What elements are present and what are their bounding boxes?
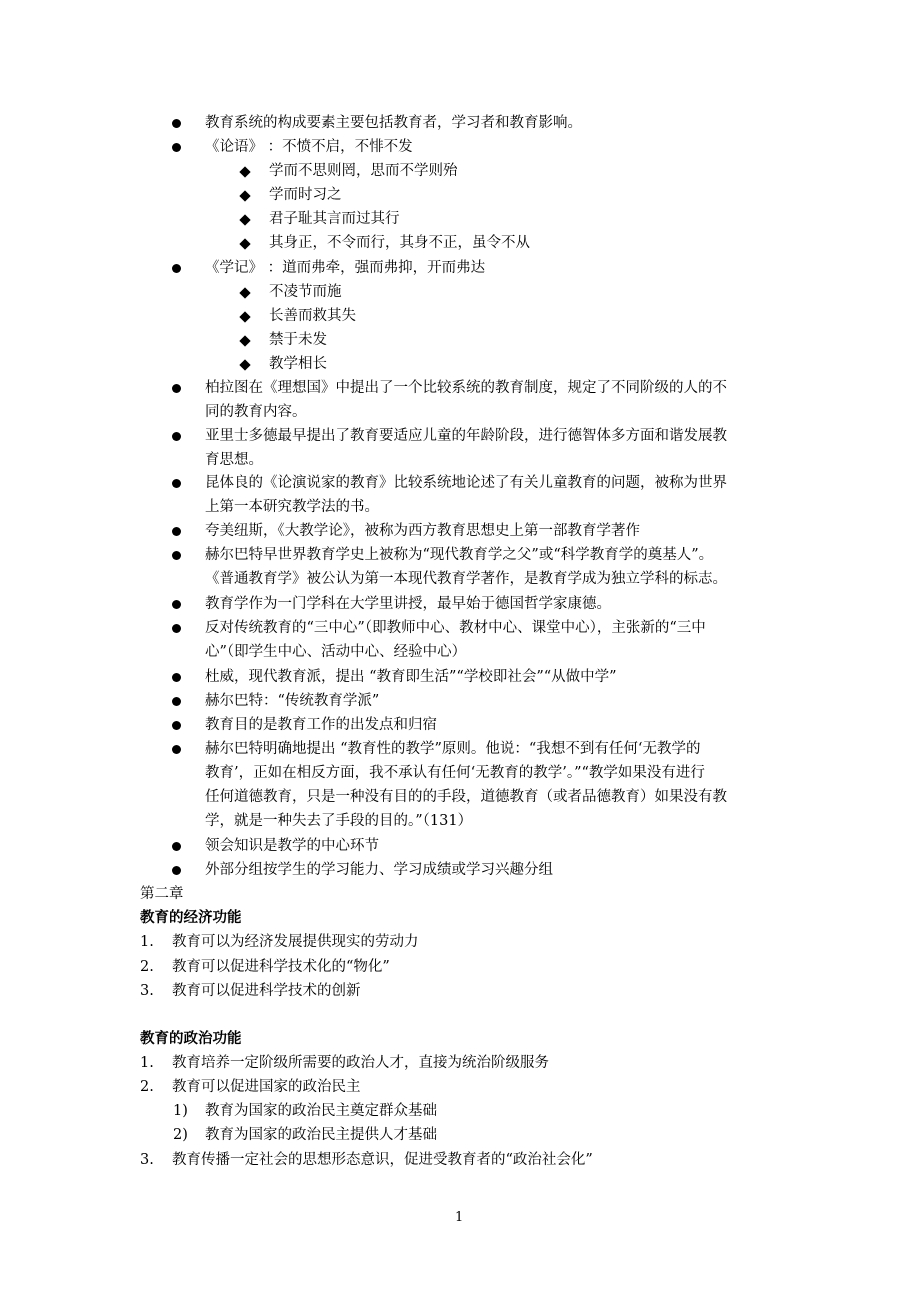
list-item-text: 教育可以促进科学技术化的“物化” (172, 959, 390, 975)
bullet-dot-icon (172, 600, 181, 609)
bullet-text: 同的教育内容。 (205, 404, 307, 420)
bullet-dot-icon (172, 721, 181, 730)
diamond-bullet-icon (239, 238, 250, 249)
diamond-bullet-icon (239, 359, 250, 370)
diamond-bullet-icon (239, 214, 250, 225)
bullet-text: 任何道德教育，只是一种没有目的的手段，道德教育（或者品德教育）如果没有教 (205, 789, 727, 805)
bullet-text: 《普通教育学》被公认为第一本现代教育学著作，是教育学成为独立学科的标志。 (205, 571, 727, 587)
section-heading-political: 教育的政治功能 (140, 1030, 242, 1047)
diamond-bullet-icon (239, 166, 250, 177)
list-item-text: 教育培养一定阶级所需要的政治人才，直接为统治阶级服务 (172, 1055, 549, 1071)
bullet-dot-icon (172, 866, 181, 875)
sub-list-item-text: 教育为国家的政治民主奠定群众基础 (205, 1103, 437, 1119)
bullet-dot-icon (172, 143, 181, 152)
list-number: 2. (140, 959, 154, 975)
diamond-bullet-icon (239, 335, 250, 346)
bullet-text: 外部分组按学生的学习能力、学习成绩或学习兴趣分组 (205, 862, 553, 878)
sub-bullet-text: 君子耻其言而过其行 (269, 211, 400, 227)
sub-bullet-text: 教学相长 (269, 356, 327, 372)
sub-bullet-text: 学而不思则罔，思而不学则殆 (269, 163, 458, 179)
bullet-dot-icon (172, 673, 181, 682)
bullet-text: 上第一本研究教学法的书。 (205, 499, 379, 515)
sub-bullet-text: 其身正，不令而行，其身不正，虽令不从 (269, 235, 530, 251)
diamond-bullet-icon (239, 287, 250, 298)
diamond-bullet-icon (239, 311, 250, 322)
sub-bullet-text: 不凌节而施 (269, 284, 342, 300)
bullet-text: 赫尔巴特早世界教育学史上被称为“现代教育学之父”或“科学教育学的奠基人”。 (205, 547, 714, 563)
list-item-text: 教育传播一定社会的思想形态意识，促进受教育者的“政治社会化” (172, 1152, 593, 1168)
bullet-text: 柏拉图在《理想国》中提出了一个比较系统的教育制度，规定了不同阶级的人的不 (205, 380, 727, 396)
bullet-text: 心”（即学生中心、活动中心、经验中心） (205, 644, 467, 660)
bullet-dot-icon (172, 527, 181, 536)
sub-list-number: 2) (173, 1127, 188, 1143)
diamond-bullet-icon (239, 190, 250, 201)
bullet-dot-icon (172, 119, 181, 128)
bullet-dot-icon (172, 479, 181, 488)
sub-list-number: 1) (173, 1103, 188, 1119)
chapter-title: 第二章 (140, 886, 184, 902)
list-number: 3. (140, 983, 154, 999)
page-number: 1 (455, 1210, 464, 1225)
bullet-text: 赫尔巴特：“传统教育学派” (205, 693, 380, 709)
bullet-text: 夸美纽斯，《大教学论》，被称为西方教育思想史上第一部教育学著作 (205, 523, 640, 539)
bullet-dot-icon (172, 624, 181, 633)
bullet-text: 教育系统的构成要素主要包括教育者，学习者和教育影响。 (205, 115, 582, 131)
list-item-text: 教育可以促进国家的政治民主 (172, 1079, 361, 1095)
bullet-text: 《学记》 ：道而弗牵，强而弗抑，开而弗达 (205, 260, 486, 276)
sub-list-item-text: 教育为国家的政治民主提供人才基础 (205, 1127, 437, 1143)
list-item-text: 教育可以为经济发展提供现实的劳动力 (172, 934, 419, 950)
list-item-text: 教育可以促进科学技术的创新 (172, 983, 361, 999)
bullet-text: 亚里士多德最早提出了教育要适应儿童的年龄阶段，进行德智体多方面和谐发展教 (205, 428, 727, 444)
bullet-text: 杜威，现代教育派，提出 “教育即生活”“学校即社会”“从做中学” (205, 669, 617, 685)
bullet-text: 赫尔巴特明确地提出 “教育性的教学”原则。他说：“我想不到有任何‘无教学的 (205, 741, 701, 757)
bullet-dot-icon (172, 551, 181, 560)
sub-bullet-text: 长善而救其失 (269, 308, 356, 324)
bullet-text: 昆体良的《论演说家的教育》比较系统地论述了有关儿童教育的问题，被称为世界 (205, 475, 727, 491)
section-heading-economic: 教育的经济功能 (140, 909, 242, 926)
list-number: 2. (140, 1079, 154, 1095)
bullet-text: 育思想。 (205, 452, 263, 468)
bullet-text: 反对传统教育的“三中心”（即教师中心、教材中心、课堂中心），主张新的“三中 (205, 620, 706, 636)
bullet-text: 领会知识是教学的中心环节 (205, 838, 379, 854)
bullet-text: 教育目的是教育工作的出发点和归宿 (205, 717, 437, 733)
bullet-dot-icon (172, 842, 181, 851)
bullet-dot-icon (172, 384, 181, 393)
sub-bullet-text: 学而时习之 (269, 187, 342, 203)
list-number: 3. (140, 1152, 154, 1168)
bullet-text: 教育’，正如在相反方面，我不承认有任何‘无教育的教学’。”“教学如果没有进行 (205, 765, 705, 781)
list-number: 1. (140, 934, 154, 950)
bullet-dot-icon (172, 264, 181, 273)
sub-bullet-text: 禁于未发 (269, 332, 327, 348)
bullet-dot-icon (172, 745, 181, 754)
bullet-text: 《论语》 ：不愤不启，不悱不发 (205, 139, 413, 155)
bullet-text: 教育学作为一门学科在大学里讲授，最早始于德国哲学家康德。 (205, 596, 611, 612)
bullet-text: 学，就是一种失去了手段的目的。”（131） (205, 813, 473, 829)
bullet-dot-icon (172, 432, 181, 441)
list-number: 1. (140, 1055, 154, 1071)
bullet-dot-icon (172, 697, 181, 706)
